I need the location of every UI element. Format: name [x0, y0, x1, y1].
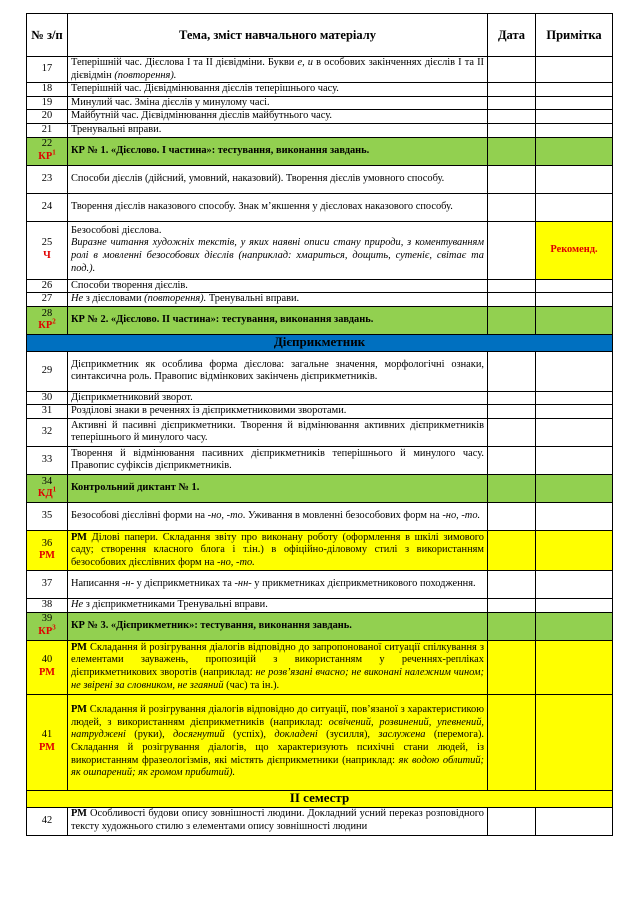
table-row — [27, 221, 613, 279]
row-date — [488, 530, 536, 570]
row-number: 38 — [27, 598, 68, 612]
row-number: 42 — [27, 807, 68, 835]
table-row-speech — [27, 530, 613, 570]
table-row — [27, 83, 613, 97]
row-number: 21 — [27, 123, 68, 137]
table-row — [27, 123, 613, 137]
row-topic: РМ Особливості будови опису зовнішності людини. Докладний усний переказ розповідного тексту художнього стилю з елементами опису зовнішності людини — [68, 807, 488, 835]
header-date: Дата — [488, 14, 536, 57]
row-number: 27 — [27, 293, 68, 307]
row-note — [536, 137, 613, 165]
row-date — [488, 57, 536, 83]
section-row — [27, 790, 613, 807]
row-number: 25 Ч — [27, 221, 68, 279]
row-topic: Розділові знаки в реченнях із дієприкметниковими зворотами. — [68, 405, 488, 419]
row-topic: РМ Складання й розігрування діалогів відповідно до ситуації, пов’язаної з характеристикою людей, з використанням дієприкметників (наприклад: освічений, розвинений, упевнений, натруджені (руки), досягнутий (успіх), докладені (зусилля), заслужена (перемога). Складання й розігрування діалогів, що характеризують психічні стани людей, із використанням фразеологізмів, які містять дієприкметники (наприклад: як водою облитий; як ошпарений; як громом прибитий). — [68, 694, 488, 790]
table-row — [27, 279, 613, 293]
row-number: 29 — [27, 351, 68, 391]
row-topic: Способи дієслів (дійсний, умовний, наказовий). Творення дієслів умовного способу. — [68, 165, 488, 193]
row-date — [488, 640, 536, 694]
table-row — [27, 807, 613, 835]
section-title-semester-2: ІІ семестр — [27, 790, 613, 807]
table-row — [27, 418, 613, 446]
row-date — [488, 221, 536, 279]
row-topic: Написання -н- у дієприкметниках та -нн- у прикметниках дієприкметникового походження. — [68, 570, 488, 598]
row-number: 26 — [27, 279, 68, 293]
table-row-test — [27, 137, 613, 165]
row-note — [536, 418, 613, 446]
row-topic: КР № 1. «Дієслово. І частина»: тестування, виконання завдань. — [68, 137, 488, 165]
row-date — [488, 293, 536, 307]
table-row — [27, 570, 613, 598]
table-row — [27, 165, 613, 193]
row-date — [488, 474, 536, 502]
row-number: 35 — [27, 502, 68, 530]
row-note — [536, 165, 613, 193]
row-note — [536, 502, 613, 530]
row-topic: Тренувальні вправи. — [68, 123, 488, 137]
row-note — [536, 83, 613, 97]
row-note — [536, 351, 613, 391]
row-note — [536, 612, 613, 640]
row-topic: Теперішній час. Дієвідмінювання дієслів теперішнього часу. — [68, 83, 488, 97]
table-row — [27, 57, 613, 83]
section-row — [27, 334, 613, 351]
row-note — [536, 598, 613, 612]
table-row — [27, 193, 613, 221]
row-date — [488, 502, 536, 530]
table-row-test — [27, 612, 613, 640]
table-row — [27, 293, 613, 307]
row-topic: Не з дієприкметниками Тренувальні вправи. — [68, 598, 488, 612]
curriculum-table — [26, 13, 613, 836]
row-topic: Майбутній час. Дієвідмінювання дієслів майбутнього часу. — [68, 110, 488, 124]
row-number: 17 — [27, 57, 68, 83]
row-date — [488, 598, 536, 612]
row-topic: Творення дієслів наказового способу. Знак м’якшення у дієсловах наказового способу. — [68, 193, 488, 221]
row-topic: Способи творення дієслів. — [68, 279, 488, 293]
row-number: 40 РМ — [27, 640, 68, 694]
row-number: 28 $КР^2$ — [27, 306, 68, 334]
row-date — [488, 123, 536, 137]
row-note — [536, 570, 613, 598]
row-note — [536, 96, 613, 110]
row-note — [536, 123, 613, 137]
row-note — [536, 405, 613, 419]
row-date — [488, 446, 536, 474]
row-number: 31 — [27, 405, 68, 419]
row-date — [488, 570, 536, 598]
header-topic: Тема, зміст навчального матеріалу — [68, 14, 488, 57]
row-note — [536, 640, 613, 694]
row-date — [488, 306, 536, 334]
row-topic: КР № 2. «Дієслово. ІІ частина»: тестування, виконання завдань. — [68, 306, 488, 334]
row-topic: РМ Складання й розігрування діалогів відповідно до запропонованої ситуації спілкування з елементами зауважень, пропозицій з використанням у реченнях-репліках дієприкметникових зворотів (наприклад: не розв’язані вчасно; не виконані належним чином; не звірені за словником, не згаяний (час) та ін.). — [68, 640, 488, 694]
row-topic: Активні й пасивні дієприкметники. Творення й відмінювання активних дієприкметників теперішнього й минулого часу. — [68, 418, 488, 446]
row-date — [488, 279, 536, 293]
row-topic: Дієприкметник як особлива форма дієслова: загальне значення, морфологічні ознаки, синтаксична роль. Правопис відмінкових закінчень дієприкметників. — [68, 351, 488, 391]
row-number: 36 РМ — [27, 530, 68, 570]
table-row-speech — [27, 694, 613, 790]
row-number: 24 — [27, 193, 68, 221]
table-row — [27, 351, 613, 391]
table-row — [27, 96, 613, 110]
row-number: 19 — [27, 96, 68, 110]
table-row-speech — [27, 640, 613, 694]
row-number: 22 $КР^1$ — [27, 137, 68, 165]
row-note — [536, 530, 613, 570]
row-number: 39 $КР^3$ — [27, 612, 68, 640]
row-note — [536, 446, 613, 474]
row-date — [488, 418, 536, 446]
table-row — [27, 110, 613, 124]
row-topic: Не з дієсловами (повторення). Тренувальні вправи. — [68, 293, 488, 307]
row-topic: Контрольний диктант № 1. — [68, 474, 488, 502]
row-date — [488, 83, 536, 97]
table-row-test — [27, 306, 613, 334]
header-note: Примітка — [536, 14, 613, 57]
row-note — [536, 306, 613, 334]
row-note — [536, 193, 613, 221]
row-number: 20 — [27, 110, 68, 124]
row-number: 34 $КД^1$ — [27, 474, 68, 502]
row-date — [488, 405, 536, 419]
row-topic: РМ Ділові папери. Складання звіту про виконану роботу (оформлення в шкілі зимового саду; створення класного блога і т.ін.) в офіційно-діловому стилі з використанням безособових дієслівних форм на -но, -то. — [68, 530, 488, 570]
row-topic: Теперішній час. Дієслова І та ІІ дієвідміни. Букви е, и в особових закінченнях дієслів І та ІІ дієвідмін (повторення). — [68, 57, 488, 83]
table-row — [27, 446, 613, 474]
row-note — [536, 474, 613, 502]
row-date — [488, 351, 536, 391]
row-number: 32 — [27, 418, 68, 446]
table-row — [27, 598, 613, 612]
row-note — [536, 279, 613, 293]
row-number: 41 РМ — [27, 694, 68, 790]
row-date — [488, 137, 536, 165]
row-topic: Творення й відмінювання пасивних дієприкметників теперішнього й минулого часу. Правопис суфіксів дієприкметників. — [68, 446, 488, 474]
section-title-participle: Дієприкметник — [27, 334, 613, 351]
row-number: 33 — [27, 446, 68, 474]
table-row — [27, 391, 613, 405]
row-note — [536, 57, 613, 83]
row-date — [488, 807, 536, 835]
row-note — [536, 293, 613, 307]
row-note — [536, 807, 613, 835]
row-date — [488, 193, 536, 221]
table-row-dictation — [27, 474, 613, 502]
row-note — [536, 391, 613, 405]
row-number: 23 — [27, 165, 68, 193]
row-date — [488, 391, 536, 405]
header-num: № з/п — [27, 14, 68, 57]
row-note — [536, 694, 613, 790]
row-topic: Безособові дієслова. Виразне читання художніх текстів, у яких наявні описи стану природи, з коментуванням ролі в мовленні безособових дієслів (наприклад: хмариться, дощить, сутеніє, світає та под.). — [68, 221, 488, 279]
row-note: Рекоменд. — [536, 221, 613, 279]
row-number: 37 — [27, 570, 68, 598]
row-topic: Безособові дієслівні форми на -но, -то. Уживання в мовленні безособових форм на -но, -то. — [68, 502, 488, 530]
table-row — [27, 502, 613, 530]
row-date — [488, 694, 536, 790]
row-topic: Минулий час. Зміна дієслів у минулому часі. — [68, 96, 488, 110]
row-number: 18 — [27, 83, 68, 97]
row-date — [488, 110, 536, 124]
row-date — [488, 165, 536, 193]
row-topic: КР № 3. «Дієприкметник»: тестування, виконання завдань. — [68, 612, 488, 640]
table-row — [27, 405, 613, 419]
row-date — [488, 96, 536, 110]
row-date — [488, 612, 536, 640]
table-header-row — [27, 14, 613, 57]
row-note — [536, 110, 613, 124]
row-number: 30 — [27, 391, 68, 405]
row-topic: Дієприкметниковий зворот. — [68, 391, 488, 405]
